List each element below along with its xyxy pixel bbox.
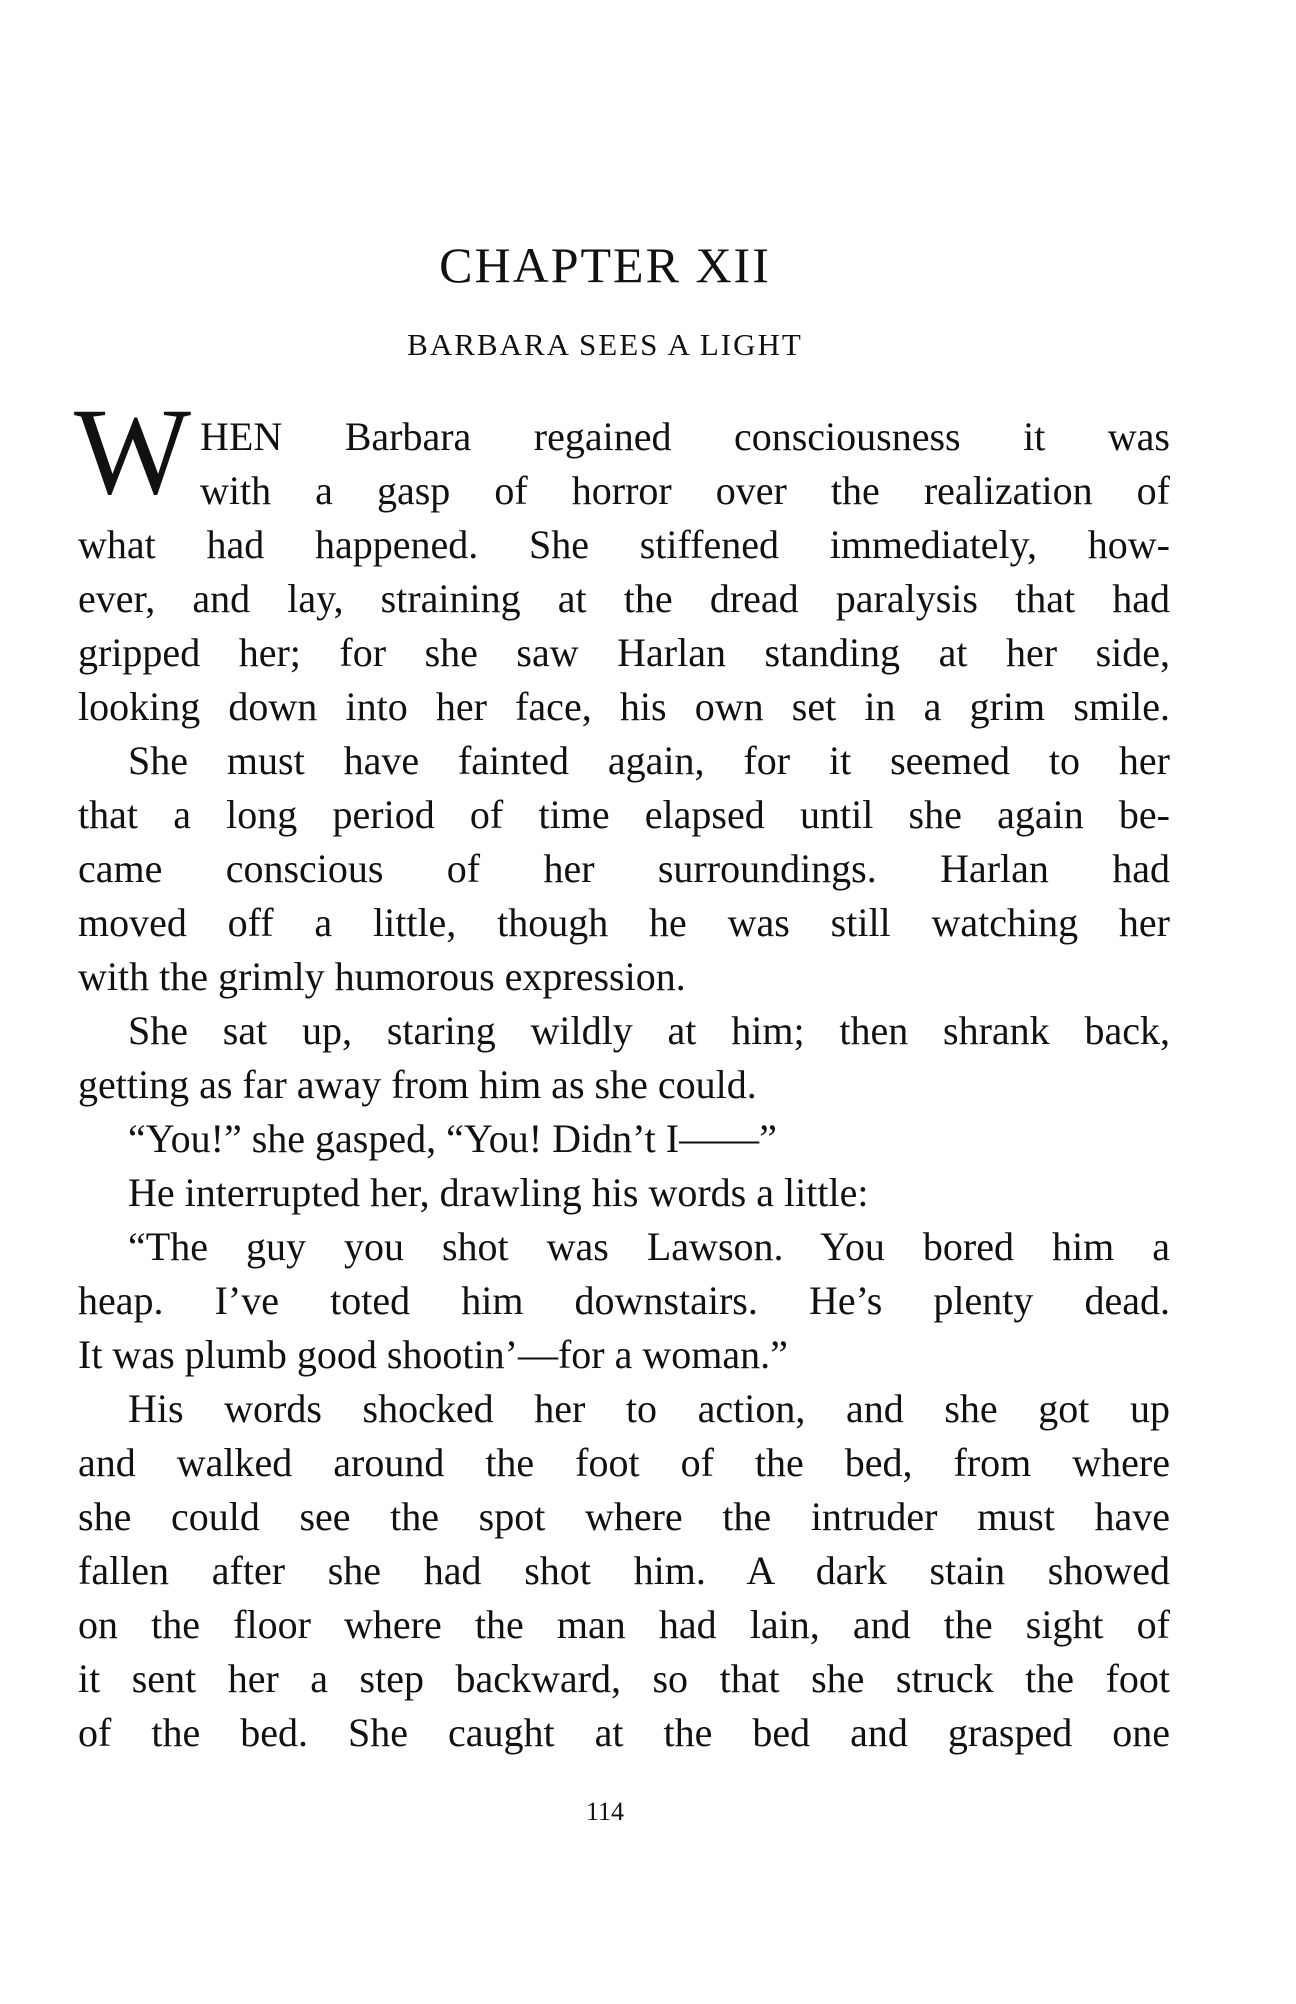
text-line: ever, and lay, straining at the dread paralysis that had <box>78 576 1170 621</box>
text-line: that a long period of time elapsed until she again be- <box>78 792 1170 837</box>
text-line: moved off a little, though he was still watching her <box>78 900 1170 945</box>
text-line: with a gasp of horror over the realization of <box>200 468 1170 513</box>
text-line: “The guy you shot was Lawson. You bored him a <box>128 1224 1170 1269</box>
text-line: on the floor where the man had lain, and the sight of <box>78 1602 1170 1647</box>
text-line: looking down into her face, his own set in a grim smile. <box>78 684 1170 729</box>
text-line: it sent her a step backward, so that she struck the foot <box>78 1656 1170 1701</box>
text-line: with the grimly humorous expression. <box>78 954 686 999</box>
text-line: came conscious of her surroundings. Harlan had <box>78 846 1170 891</box>
text-line: of the bed. She caught at the bed and grasped one <box>78 1710 1170 1755</box>
text-line: she could see the spot where the intruder must have <box>78 1494 1170 1539</box>
drop-cap: W <box>74 383 192 520</box>
text-line: He interrupted her, drawling his words a little: <box>128 1170 869 1215</box>
text-line: “You!” she gasped, “You! Didn’t I——” <box>128 1116 777 1161</box>
chapter-subtitle: BARBARA SEES A LIGHT <box>407 327 803 362</box>
text-line: His words shocked her to action, and she got up <box>128 1386 1170 1431</box>
chapter-title: CHAPTER XII <box>439 237 771 293</box>
text-line: getting as far away from him as she could. <box>78 1062 757 1107</box>
text-line: She sat up, staring wildly at him; then shrank back, <box>128 1008 1170 1053</box>
page-number: 114 <box>585 1797 625 1826</box>
text-line: what had happened. She stiffened immediately, how- <box>78 522 1170 567</box>
text-line: It was plumb good shootin’—for a woman.” <box>78 1332 788 1377</box>
text-line: gripped her; for she saw Harlan standing at her side, <box>78 630 1170 675</box>
text-line: HEN Barbara regained consciousness it was <box>200 414 1170 459</box>
text-line: fallen after she had shot him. A dark stain showed <box>78 1548 1170 1593</box>
text-line: heap. I’ve toted him downstairs. He’s plenty dead. <box>78 1278 1170 1323</box>
text-line: and walked around the foot of the bed, from where <box>78 1440 1170 1485</box>
text-line: She must have fainted again, for it seemed to her <box>128 738 1170 783</box>
